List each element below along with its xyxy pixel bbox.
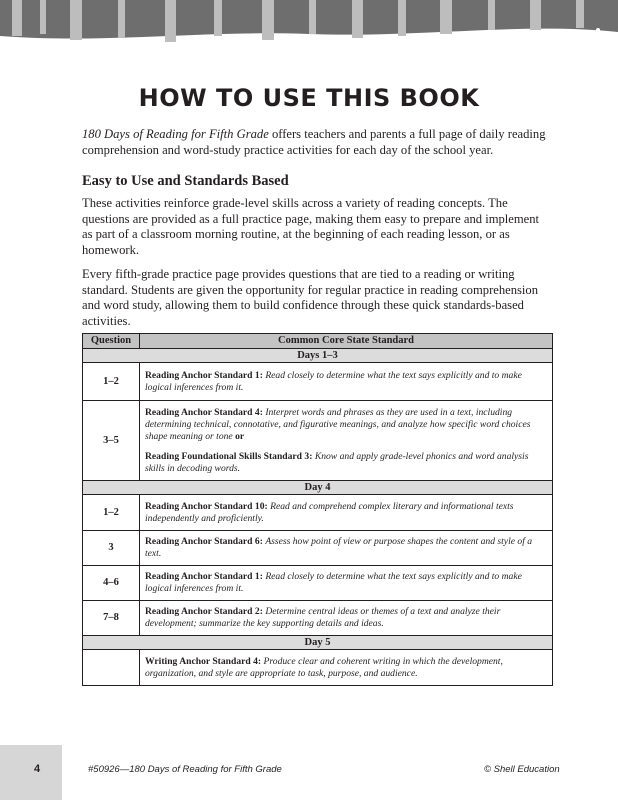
table-row [83,495,553,531]
standard-name: Reading Anchor Standard 1: [145,571,266,582]
table-row [83,401,553,481]
standard-name: Reading Anchor Standard 4: [145,406,266,418]
standard-text: Read and comprehend complex literary and informational texts independently and proficiently. [145,500,514,524]
standard-cell [140,601,553,636]
table-row [83,650,553,686]
question-cell: 3–5 [83,401,140,481]
table-row [83,601,553,636]
intro-text: offers teachers and parents a full page of daily reading comprehension and word-study practice activities for each day of the school year. [82,127,546,157]
standard-name: Reading Anchor Standard 6: [145,536,266,547]
table-row [83,363,553,401]
day-label: Day 4 [83,481,553,495]
header-question: Question [83,334,140,349]
standard-text: Read closely to determine what the text says explicitly and to make logical inferences from it. [145,369,522,393]
standard-name: Writing Anchor Standard 4: [145,655,264,667]
standard-name: Reading Anchor Standard 1: [145,369,266,381]
standard-text: Assess how point of view or purpose shapes the content and style of a text. [145,536,533,559]
day-row [83,481,553,495]
day-row [83,636,553,650]
table-row [83,531,553,566]
section-heading: Easy to Use and Standards Based [82,173,289,189]
question-cell [83,650,140,686]
header-standard: Common Core State Standard [140,334,553,349]
day-row [83,349,553,363]
standard-text: Produce clear and coherent writing in which the development, organization, and style are appropriate to task, purpose, and audience. [145,655,503,679]
page-title: HOW TO USE THIS BOOK [138,84,480,112]
standard-cell [140,495,553,531]
day-label: Day 5 [83,636,553,650]
footer-book-info: #50926—180 Days of Reading for Fifth Grade [88,764,282,775]
question-cell: 1–2 [83,495,140,531]
table-header-row [83,334,553,349]
intro-paragraph [82,127,552,158]
page-number: 4 [34,763,41,775]
standard-text: Know and apply grade-level phonics and word analysis skills in decoding words. [145,450,529,474]
footer-tab [0,745,62,800]
standard-name: Reading Foundational Skills Standard 3: [145,450,315,462]
standard-cell [140,650,553,686]
standard-cell [140,363,553,401]
question-cell: 4–6 [83,566,140,601]
question-cell: 7–8 [83,601,140,636]
standard-cell [140,401,553,481]
standard-text: Interpret words and phrases as they are used in a text, including determining technical, connotative, and figurative meanings, and analyze how specific word choices shape meaning or tone [145,406,531,442]
standards-table [82,333,553,686]
standard-name: Reading Anchor Standard 2: [145,606,266,617]
question-cell: 3 [83,531,140,566]
decorative-banner [0,0,618,48]
question-cell: 1–2 [83,363,140,401]
standard-cell [140,566,553,601]
standard-cell [140,531,553,566]
footer-publisher: © Shell Education [484,764,560,775]
book-title: 180 Days of Reading for Fifth Grade [82,127,269,141]
standard-text: Read closely to determine what the text says explicitly and to make logical inferences from it. [145,571,522,594]
paragraph-1: These activities reinforce grade-level skills across a variety of reading concepts. The questions are provided as a full practice page, making them easy to prepare and implement as part of a classroom morning routine, at the beginning of each reading lesson, or as homework. [82,196,540,257]
standard-text: Determine central ideas or themes of a text and analyze their development; summarize the key supporting details and ideas. [145,606,501,629]
standard-name: Reading Anchor Standard 10: [145,500,271,512]
paragraph-2: Every fifth-grade practice page provides questions that are tied to a reading or writing standard. Students are given the opportunity for regular practice in reading comprehension and word study, allowing them to build confidence through these quick standards-based activities. [82,267,539,328]
day-label: Days 1–3 [83,349,553,363]
or-label: or [232,430,245,442]
table-row [83,566,553,601]
